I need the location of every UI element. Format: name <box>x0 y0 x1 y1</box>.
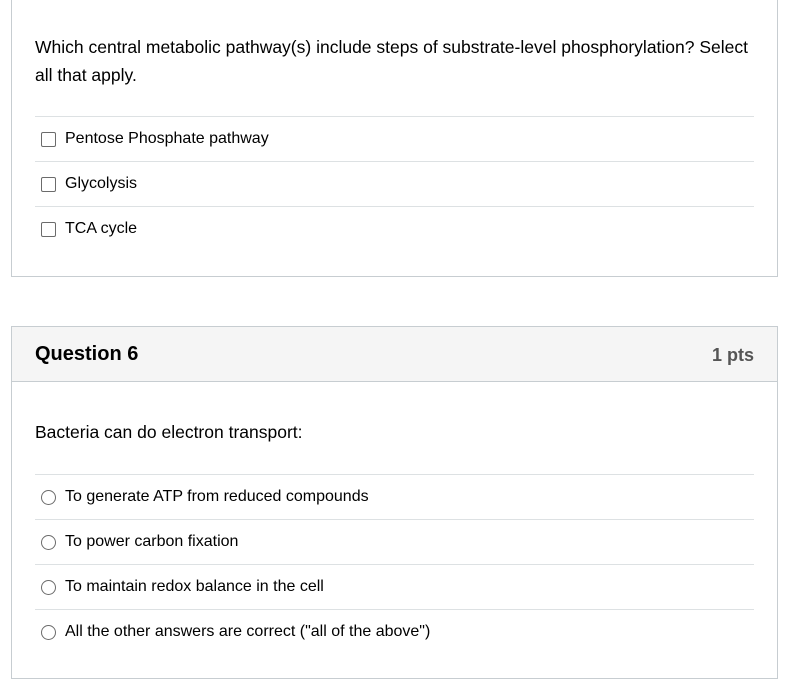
question-points: 1 pts <box>711 345 754 365</box>
answer-option-all-of-the-above[interactable] <box>35 609 754 654</box>
question-6-prompt: Bacteria can do electron transport: <box>35 422 303 442</box>
checkbox-icon[interactable] <box>41 132 56 147</box>
answer-label: To power carbon fixation <box>65 533 239 550</box>
question-title: Question 6 <box>35 343 139 365</box>
question-5-prompt: Which central metabolic pathway(s) include steps of substrate-level phosphorylation? Select all that apply. <box>35 37 748 85</box>
question-5-card <box>11 0 778 277</box>
question-6-card <box>11 326 778 679</box>
checkbox-icon[interactable] <box>41 177 56 192</box>
radio-button-icon[interactable] <box>41 535 56 550</box>
answer-option-tca-cycle[interactable] <box>35 206 754 251</box>
answer-option-glycolysis[interactable] <box>35 161 754 206</box>
answer-label: To maintain redox balance in the cell <box>65 578 324 595</box>
radio-button-icon[interactable] <box>41 580 56 595</box>
radio-button-icon[interactable] <box>41 490 56 505</box>
answer-option-generate-atp[interactable] <box>35 474 754 519</box>
answer-option-redox-balance[interactable] <box>35 564 754 609</box>
answer-label: Glycolysis <box>65 175 138 192</box>
answer-label: TCA cycle <box>65 220 138 237</box>
answer-label: All the other answers are correct ("all of the above") <box>65 623 431 640</box>
radio-button-icon[interactable] <box>41 625 56 640</box>
question-6-answer-list <box>35 474 754 654</box>
answer-option-pentose-phosphate[interactable] <box>35 116 754 161</box>
checkbox-icon[interactable] <box>41 222 56 237</box>
answer-label: To generate ATP from reduced compounds <box>65 488 369 505</box>
question-6-header <box>12 327 777 382</box>
answer-label: Pentose Phosphate pathway <box>65 130 269 147</box>
question-5-answer-list <box>35 116 754 251</box>
answer-option-carbon-fixation[interactable] <box>35 519 754 564</box>
